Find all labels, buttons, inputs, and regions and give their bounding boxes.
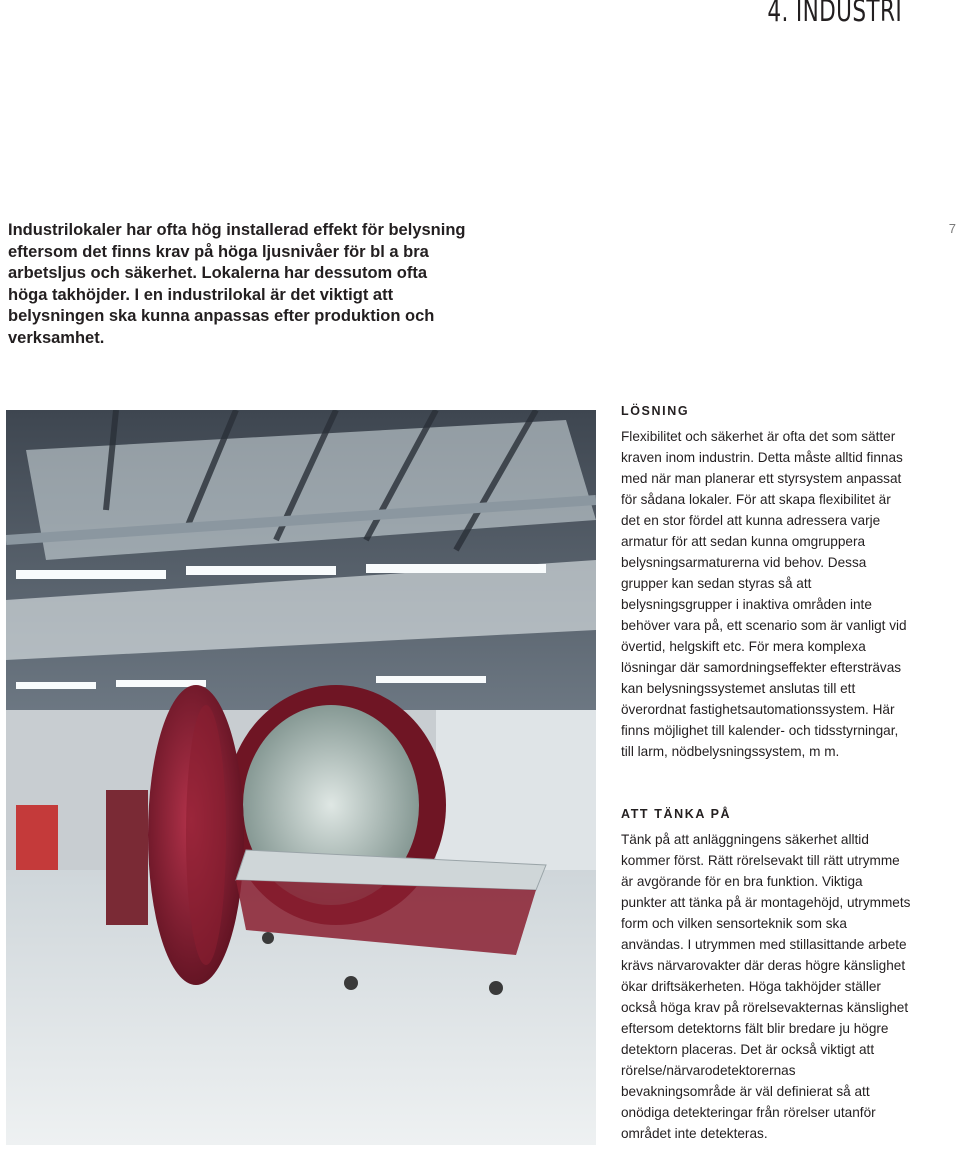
- section-considerations: [621, 807, 911, 1144]
- section-body: Flexibilitet och säkerhet är ofta det som sätter kraven inom industrin. Detta måste alltid finnas med när man planerar ett styrsystem anpassat för sådana lokaler. För att skapa flexibilitet är det en stor fördel att kunna adressera varje armatur för att sedan kunna omgruppera belysningsarmaturerna vid behov. Dessa grupper kan sedan styras så att belysningsgrupper i inaktiva områden inte behöver vara på, ett scenario som är vanligt vid övertid, helgskift etc. För mera komplexa lösningar där samordningseffekter eftersträvas kan belysningssystemet anslutas till ett överordnat fastighetsautomationssystem. Här finns möjlighet till kalender- och tidsstyrningar, till larm, nödbelysningssystem, m m.: [621, 429, 907, 759]
- section-heading: ATT TÄNKA PÅ: [621, 807, 732, 821]
- section-heading: LÖSNING: [621, 404, 690, 418]
- chapter-title: 4. INDUSTRI: [767, 0, 902, 29]
- page-number: 7: [948, 221, 956, 236]
- industrial-hall-photo: [6, 410, 596, 1145]
- intro-paragraph: Industrilokaler har ofta hög installerad effekt för belysning eftersom det finns krav på höga ljusnivåer för bl a bra arbetsljus och säkerhet. Lokalerna har dessutom ofta höga takhöjder. I en industrilokal är det viktigt att belysningen ska kunna anpassas efter produktion och verksamhet.: [8, 221, 466, 347]
- section-body: Tänk på att anläggningens säkerhet alltid kommer först. Rätt rörelsevakt till rätt utrymme är avgörande för en bra funktion. Viktiga punkter att tänka på är montagehöjd, utrymmets form och vilken sensorteknik som ska användas. I utrymmen med stillasittande arbete krävs närvarovakter där deras högre känslighet ökar driftsäkerheten. Höga takhöjder ställer också höga krav på rörelsevakternas känslighet eftersom detektorns fält blir bredare ju högre detektorn placeras. Det är också viktigt att rörelse/närvarodetektorernas bevakningsområde är väl definierat så att onödiga detekteringar från rörelser utanför området inte detekteras.: [621, 832, 911, 1141]
- section-solution: [621, 404, 911, 762]
